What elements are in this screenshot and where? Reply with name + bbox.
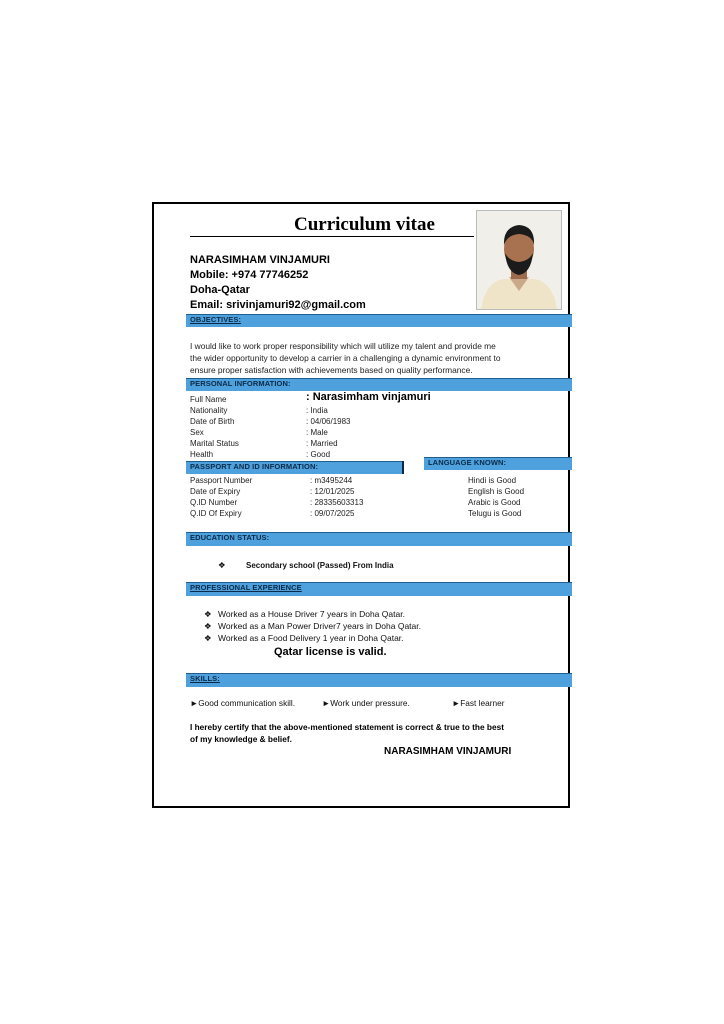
diamond-bullet-icon: ❖: [204, 609, 212, 619]
skill-item: ►Good communication skill.: [190, 698, 296, 708]
experience-item: Worked as a Man Power Driver7 years in Doha Qatar.: [218, 621, 421, 631]
full-name-value: : Narasimham vinjamuri: [306, 391, 431, 403]
passport-label: Date of Expiry: [190, 487, 241, 496]
diamond-bullet-icon: ❖: [204, 633, 212, 643]
passport-value: : 28335603313: [310, 498, 364, 507]
personal-label: Full Name: [190, 395, 227, 404]
personal-label: Marital Status: [190, 439, 239, 448]
skills-band: [186, 673, 572, 687]
skills-heading: SKILLS:: [190, 674, 220, 683]
personal-value: : India: [306, 406, 328, 415]
signature-name: NARASIMHAM VINJAMURI: [384, 746, 512, 757]
person-photo-icon: [477, 211, 561, 309]
education-item: Secondary school (Passed) From India: [246, 561, 394, 570]
experience-band: [186, 582, 572, 596]
experience-item: Worked as a Food Delivery 1 year in Doha Qatar.: [218, 633, 404, 643]
personal-label: Health: [190, 450, 214, 459]
personal-value: : Good: [306, 450, 331, 459]
license-note: Qatar license is valid.: [274, 646, 387, 658]
passport-heading: PASSPORT AND ID INFORMATION:: [190, 462, 319, 471]
passport-label: Q.ID Of Expiry: [190, 509, 242, 518]
passport-label: Passport Number: [190, 476, 253, 485]
personal-label: Sex: [190, 428, 204, 437]
objectives-line: ensure proper satisfaction with achievements based on quality performance.: [190, 365, 473, 375]
passport-value: : m3495244: [310, 476, 353, 485]
education-band: [186, 532, 572, 546]
personal-label: Date of Birth: [190, 417, 235, 426]
personal-value: : Married: [306, 439, 338, 448]
experience-item: Worked as a House Driver 7 years in Doha Qatar.: [218, 609, 405, 619]
profile-photo: [476, 210, 562, 310]
language-heading: LANGUAGE KNOWN:: [428, 458, 507, 467]
language-band: [424, 457, 572, 470]
experience-heading: PROFESSIONAL EXPERIENCE: [190, 583, 302, 592]
cv-page: [152, 202, 570, 808]
personal-value: : 04/06/1983: [306, 417, 351, 426]
language-item: English is Good: [468, 487, 525, 496]
diamond-bullet-icon: ❖: [218, 560, 226, 570]
personal-label: Nationality: [190, 406, 228, 415]
mobile-number: Mobile: +974 77746252: [190, 269, 309, 281]
personal-info-band: [186, 378, 572, 391]
objectives-line: I would like to work proper responsibility which will utilize my talent and provide me: [190, 341, 496, 351]
passport-value: : 09/07/2025: [310, 509, 355, 518]
language-item: Telugu is Good: [468, 509, 522, 518]
passport-band: [186, 461, 402, 474]
personal-value: : Male: [306, 428, 328, 437]
diamond-bullet-icon: ❖: [204, 621, 212, 631]
passport-label: Q.ID Number: [190, 498, 238, 507]
objectives-heading: OBJECTIVES:: [190, 315, 242, 324]
skill-item: ►Fast learner: [452, 698, 505, 708]
passport-value: : 12/01/2025: [310, 487, 355, 496]
band-divider: [402, 461, 404, 474]
language-item: Arabic is Good: [468, 498, 521, 507]
education-heading: EDUCATION STATUS:: [190, 533, 270, 542]
document-title: Curriculum vitae: [294, 214, 435, 235]
objectives-text: [190, 340, 542, 376]
declaration-line: of my knowledge & belief.: [190, 734, 292, 744]
candidate-name: NARASIMHAM VINJAMURI: [190, 254, 330, 266]
objectives-line: the wider opportunity to develop a carrier in a challenging a dynamic environment to: [190, 353, 501, 363]
personal-info-heading: PERSONAL INFORMATION:: [190, 379, 291, 388]
declaration-line: I hereby certify that the above-mentioned statement is correct & true to the best: [190, 722, 504, 732]
skill-item: ►Work under pressure.: [322, 698, 410, 708]
title-underline: [190, 236, 474, 237]
email-address: Email: srivinjamuri92@gmail.com: [190, 299, 366, 311]
location: Doha-Qatar: [190, 284, 250, 296]
objectives-band: [186, 314, 572, 327]
language-item: Hindi is Good: [468, 476, 517, 485]
